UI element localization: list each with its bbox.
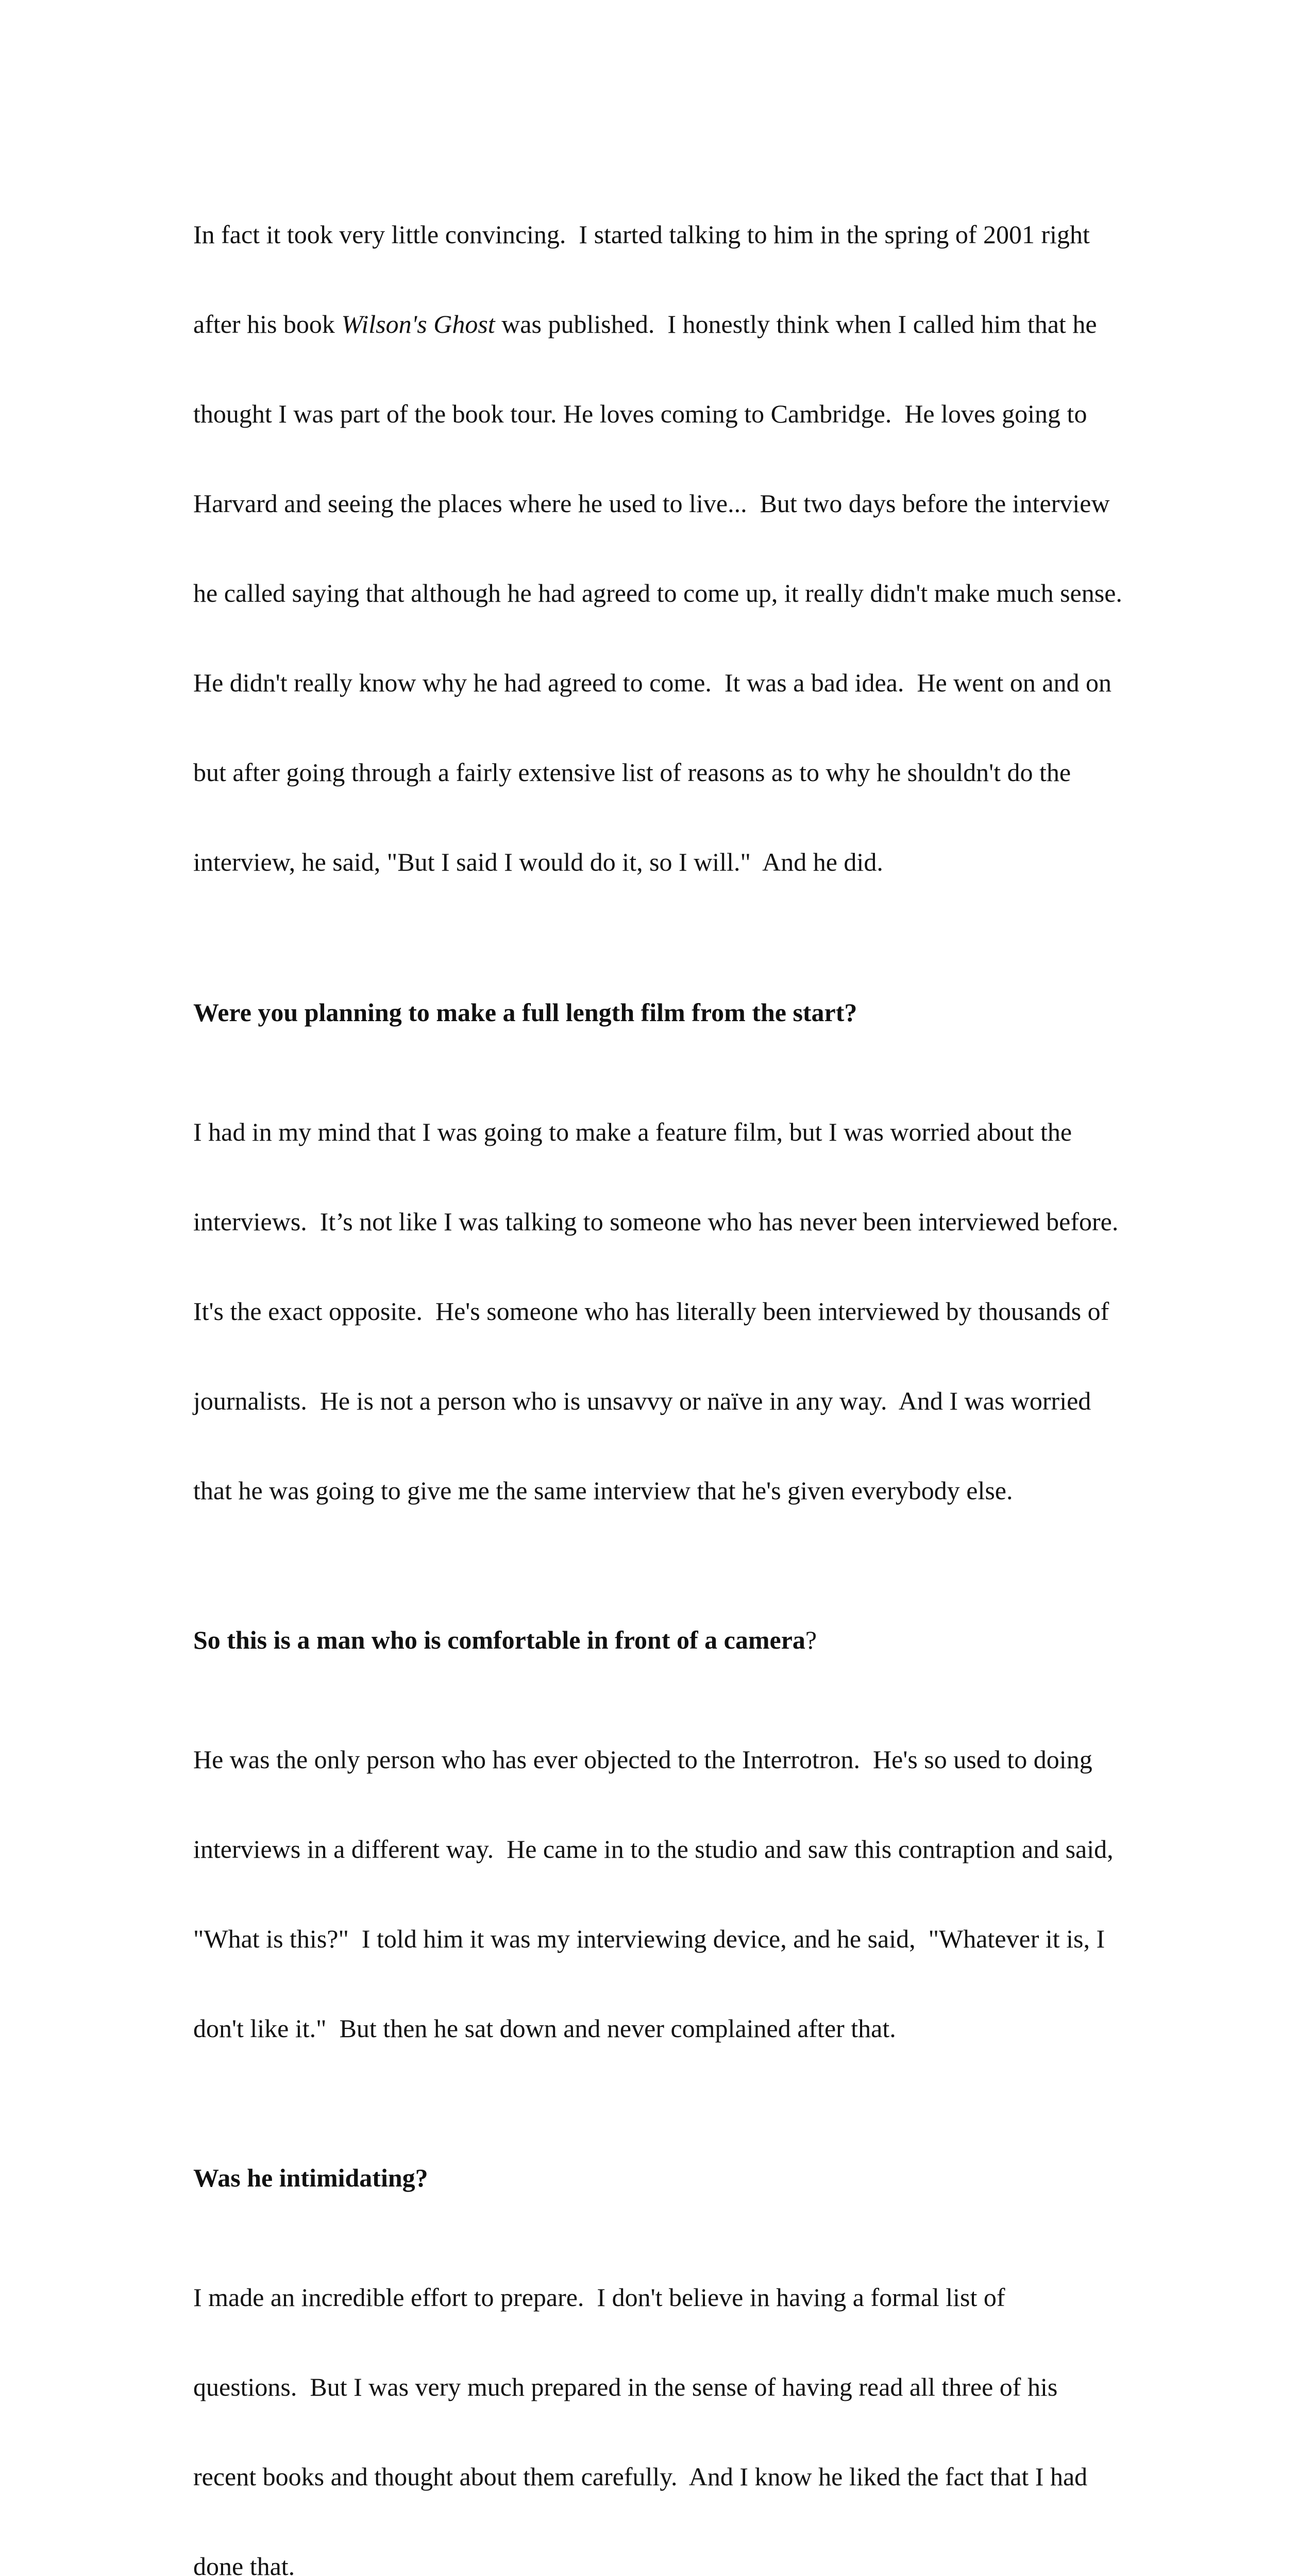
text-line: interview, he said, "But I said I would do it, so I will." And he did. (193, 848, 883, 876)
text-line: It's the exact opposite. He's someone who has literally been interviewed by thousands of (193, 1297, 1109, 1326)
text-line: In fact it took very little convincing. I started talking to him in the spring of 2001 right (193, 220, 1090, 249)
text-line: don't like it." But then he sat down and never complained after that. (193, 2014, 896, 2043)
question-heading-2 (193, 1625, 1126, 1655)
text-span: after his book (193, 310, 342, 338)
text-line: I made an incredible effort to prepare. I don't believe in having a formal list of (193, 2283, 1005, 2312)
text-line: interviews. It’s not like I was talking to someone who has never been interviewed before. (193, 1207, 1119, 1236)
answer-paragraph-1 (193, 160, 1126, 937)
question-mark: ? (805, 1625, 817, 1654)
question-heading-1: Were you planning to make a full length film from the start? (193, 998, 857, 1027)
text-line: interviews in a different way. He came in to the studio and saw this contraption and said, (193, 1835, 1114, 1863)
document-page (193, 160, 1126, 2576)
text-line: recent books and thought about them carefully. And I know he liked the fact that I had (193, 2462, 1088, 2491)
text-line: I had in my mind that I was going to make a feature film, but I was worried about the (193, 1117, 1072, 1146)
answer-paragraph-2 (193, 1057, 1126, 1565)
text-line: that he was going to give me the same interview that he's given everybody else. (193, 1476, 1013, 1505)
book-title: Wilson's Ghost (341, 310, 495, 338)
text-line (193, 309, 1126, 339)
text-line: He was the only person who has ever objected to the Interrotron. He's so used to doing (193, 1745, 1092, 1774)
text-line: Harvard and seeing the places where he used to live... But two days before the interview (193, 489, 1110, 518)
text-line: done that. (193, 2552, 295, 2576)
text-line: questions. But I was very much prepared in the sense of having read all three of his (193, 2372, 1058, 2401)
text-line: he called saying that although he had agreed to come up, it really didn't make much sense. (193, 579, 1122, 607)
question-heading-3: Was he intimidating? (193, 2163, 428, 2192)
text-line: journalists. He is not a person who is unsavvy or naïve in any way. And I was worried (193, 1386, 1091, 1415)
text-line: He didn't really know why he had agreed to come. It was a bad idea. He went on and on (193, 668, 1112, 697)
question-text: So this is a man who is comfortable in front of a camera (193, 1625, 805, 1654)
text-line: thought I was part of the book tour. He loves coming to Cambridge. He loves going to (193, 399, 1087, 428)
text-span: was published. I honestly think when I called him that he (495, 310, 1097, 338)
answer-paragraph-4 (193, 2223, 1126, 2576)
text-line: "What is this?" I told him it was my interviewing device, and he said, "Whatever it is, I (193, 1924, 1105, 1953)
text-line: but after going through a fairly extensive list of reasons as to why he shouldn't do the (193, 758, 1071, 787)
answer-paragraph-3 (193, 1685, 1126, 2103)
